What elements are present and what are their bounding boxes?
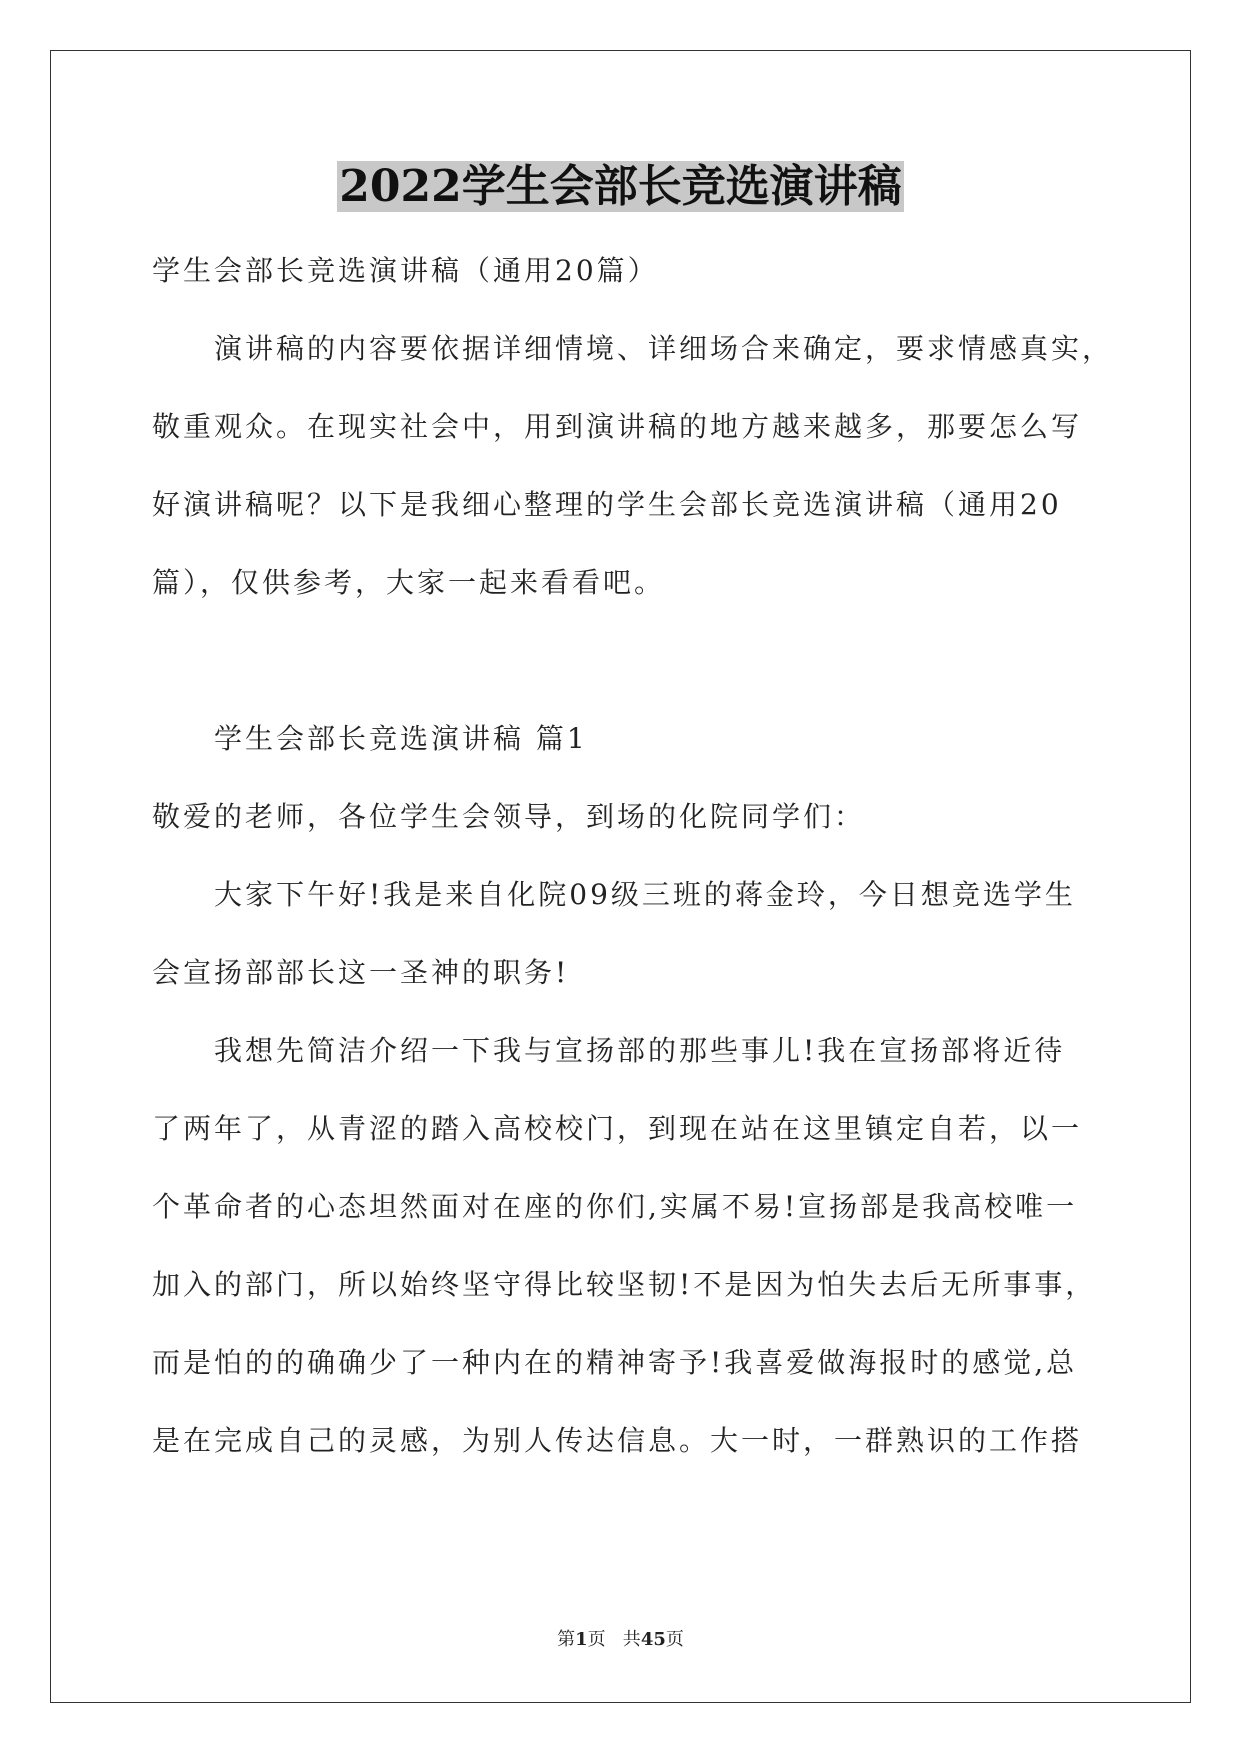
page-label-suffix: 页	[665, 1629, 684, 1650]
blank-line	[152, 622, 1100, 700]
paragraph-line: 会宣扬部部长这一圣神的职务!	[152, 956, 570, 989]
paragraph-line: 加入的部门，所以始终坚守得比较坚韧!不是因为怕失去后无所事事，	[152, 1268, 1097, 1301]
paragraph-line: 篇），仅供参考，大家一起来看看吧。	[152, 566, 666, 599]
paragraph-line: 了两年了，从青涩的踏入高校校门，到现在站在这里镇定自若，以一	[152, 1112, 1083, 1145]
subtitle-line: 学生会部长竞选演讲稿（通用20篇）	[152, 254, 659, 287]
section-heading: 学生会部长竞选演讲稿 篇1	[214, 722, 588, 755]
paragraph-line: 我想先简洁介绍一下我与宣扬部的那些事儿!我在宣扬部将近待	[214, 1034, 1066, 1067]
paragraph-line: 是在完成自己的灵感，为别人传达信息。大一时，一群熟识的工作搭	[152, 1424, 1083, 1457]
paragraph-line: 而是怕的的确确少了一种内在的精神寄予!我喜爱做海报时的感觉,总	[152, 1346, 1078, 1379]
paragraph-line: 演讲稿的内容要依据详细情境、详细场合来确定，要求情感真实，	[214, 332, 1114, 365]
paragraph-line: 好演讲稿呢？以下是我细心整理的学生会部长竞选演讲稿（通用20	[152, 488, 1062, 521]
paragraph-line: 大家下午好!我是来自化院09级三班的蒋金玲，今日想竞选学生	[214, 878, 1076, 911]
page-current-number: 1	[575, 1629, 588, 1650]
page-label-mid: 页 共	[587, 1629, 641, 1650]
paragraph-line: 敬重观众。在现实社会中，用到演讲稿的地方越来越多，那要怎么写	[152, 410, 1083, 443]
page-label-prefix: 第	[557, 1629, 576, 1650]
document-body	[152, 232, 1114, 1480]
page-total-number: 45	[640, 1629, 666, 1650]
page-footer	[0, 1628, 1241, 1652]
document-title-text: 2022学生会部长竞选演讲稿	[339, 161, 902, 212]
paragraph-line: 个革命者的心态坦然面对在座的你们,实属不易!宣扬部是我高校唯一	[152, 1190, 1078, 1223]
document-title	[0, 157, 1241, 217]
salutation-line: 敬爱的老师，各位学生会领导，到场的化院同学们：	[152, 800, 866, 833]
